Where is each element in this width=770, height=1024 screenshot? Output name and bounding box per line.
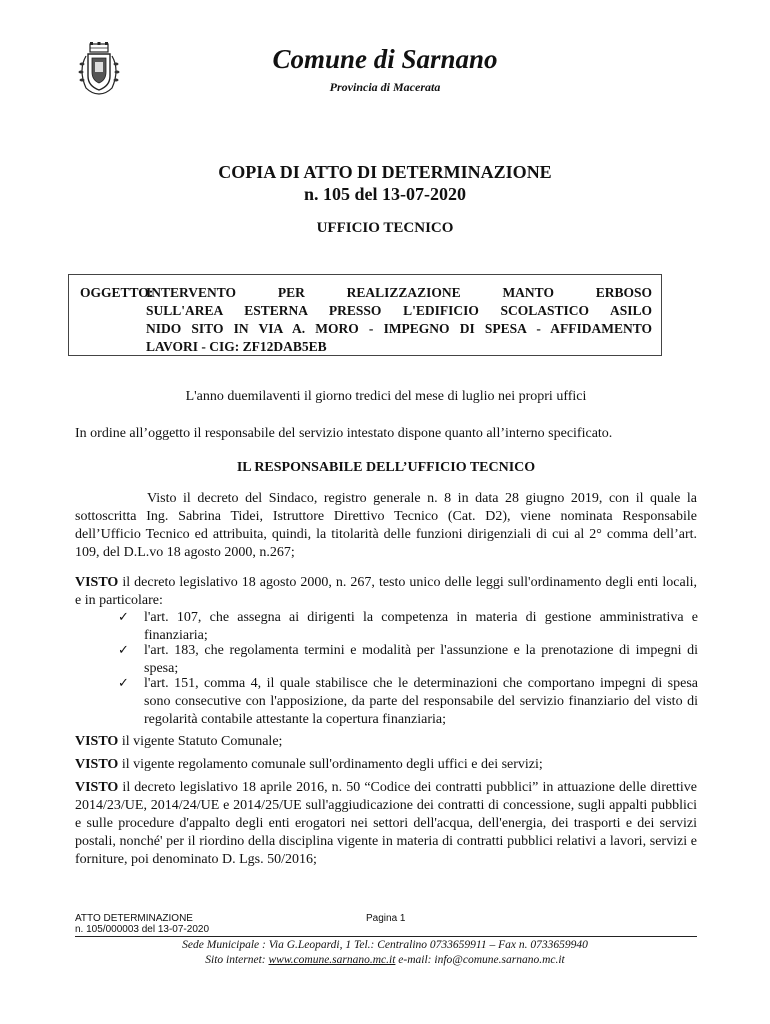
footer-address: Sede Municipale : Via G.Leopardi, 1 Tel.: Centralino 0733659911 – Fax n. 0733659940	[182, 939, 588, 951]
visto-paragraph	[75, 574, 697, 610]
decree-paragraph: Visto il decreto del Sindaco, registro generale n. 8 in data 28 giugno 2019, con il quale la sottoscritta Ing. Sabrina Tidei, Istruttore Direttivo Tecnico (Cat. D2), viene nominata Responsabile dell’Ufficio Tecnico ed attribuita, quindi, la titolarità delle funzioni dirigenziali di cui al 2° comma dell’art. 109, del D.L.vo 18 agosto 2000, n.267;	[75, 491, 697, 560]
list-item	[118, 642, 698, 678]
visto-paragraph	[75, 756, 697, 774]
oggetto-text: INTERVENTO PER REALIZZAZIONE MANTO ERBOSO	[146, 285, 652, 300]
oggetto-line: LAVORI - CIG: ZF12DAB5EB	[146, 339, 327, 354]
site-prefix: Sito internet:	[205, 954, 269, 966]
oggetto-line: NIDO SITO IN VIA A. MORO - IMPEGNO DI SPESA - AFFIDAMENTO	[146, 321, 652, 336]
visto-keyword: VISTO	[75, 575, 119, 590]
office-name: UFFICIO TECNICO	[316, 220, 454, 236]
oggetto-line: SULL'AREA ESTERNA PRESSO L'EDIFICIO SCOLASTICO ASILO	[146, 303, 652, 318]
visto-text: il vigente regolamento comunale sull'ordinamento degli uffici e dei servizi;	[118, 757, 543, 772]
oggetto-line	[80, 284, 652, 302]
visto-paragraph	[75, 779, 697, 869]
oggetto-label: OGGETTO:	[80, 285, 154, 300]
list-item-text: l'art. 151, comma 4, il quale stabilisce che le determinazioni che comportano impegni di spesa sono consecutive con l'apposizione, da parte del responsabile del servizio finanziario del visto di regolarità contabile attestante la copertura finanziaria;	[144, 676, 698, 727]
intro-paragraph: L'anno duemilaventi il giorno tredici del mese di luglio nei propri uffici	[185, 389, 587, 404]
document-type: COPIA DI ATTO DI DETERMINAZIONE	[218, 162, 552, 182]
list-item	[118, 609, 698, 645]
order-paragraph: In ordine all’oggetto il responsabile del servizio intestato dispone quanto all’interno specificato.	[75, 426, 613, 441]
footer-divider	[75, 936, 697, 937]
checkmark-icon: ✓	[118, 643, 129, 658]
list-item-text: l'art. 107, che assegna ai dirigenti la competenza in materia di gestione amministrativa e finanziaria;	[144, 610, 698, 643]
visto-keyword: VISTO	[75, 780, 119, 795]
footer-contacts	[0, 954, 770, 966]
footer-act-number: n. 105/000003 del 13-07-2020	[75, 924, 210, 935]
visto-paragraph	[75, 733, 697, 751]
visto-keyword: VISTO	[75, 734, 119, 749]
footer-act-label: ATTO DETERMINAZIONE	[75, 913, 193, 924]
document-number: n. 105 del 13-07-2020	[304, 184, 466, 204]
checkmark-icon: ✓	[118, 676, 129, 691]
section-title: IL RESPONSABILE DELL’UFFICIO TECNICO	[236, 460, 536, 475]
municipality-title: Comune di Sarnano	[272, 44, 498, 74]
page-number: Pagina 1	[366, 913, 406, 924]
list-item	[118, 675, 698, 729]
website-link[interactable]: www.comune.sarnano.mc.it	[268, 954, 396, 966]
visto-text: il vigente Statuto Comunale;	[118, 734, 283, 749]
visto-keyword: VISTO	[75, 757, 119, 772]
visto-text: il decreto legislativo 18 agosto 2000, n. 267, testo unico delle leggi sull'ordinamento degli enti locali, e in particolare:	[75, 575, 697, 608]
visto-text: il decreto legislativo 18 aprile 2016, n. 50 “Codice dei contratti pubblici” in attuazione delle direttive 2014/23/UE, 2014/24/UE e 2014/25/UE sull'aggiudicazione dei contratti di concessione, sugli appalti pubblici e sulle procedure d'appalto degli enti erogatori nei settori dell'acqua, dell'energia, dei trasporti e dei servizi postali, nonché' per il riordino della disciplina vigente in materia di contratti pubblici relativi a lavori, servizi e forniture, poi denominato D. Lgs. 50/2016;	[75, 780, 697, 867]
checkmark-icon: ✓	[118, 610, 129, 625]
footer-act-ref	[75, 913, 209, 935]
footer-email: e-mail: info@comune.sarnano.mc.it	[395, 954, 565, 966]
list-item-text: l'art. 183, che regolamenta termini e modalità per l'assunzione e la prenotazione di impegni di spesa;	[144, 643, 698, 676]
province-subtitle: Provincia di Macerata	[329, 80, 441, 94]
